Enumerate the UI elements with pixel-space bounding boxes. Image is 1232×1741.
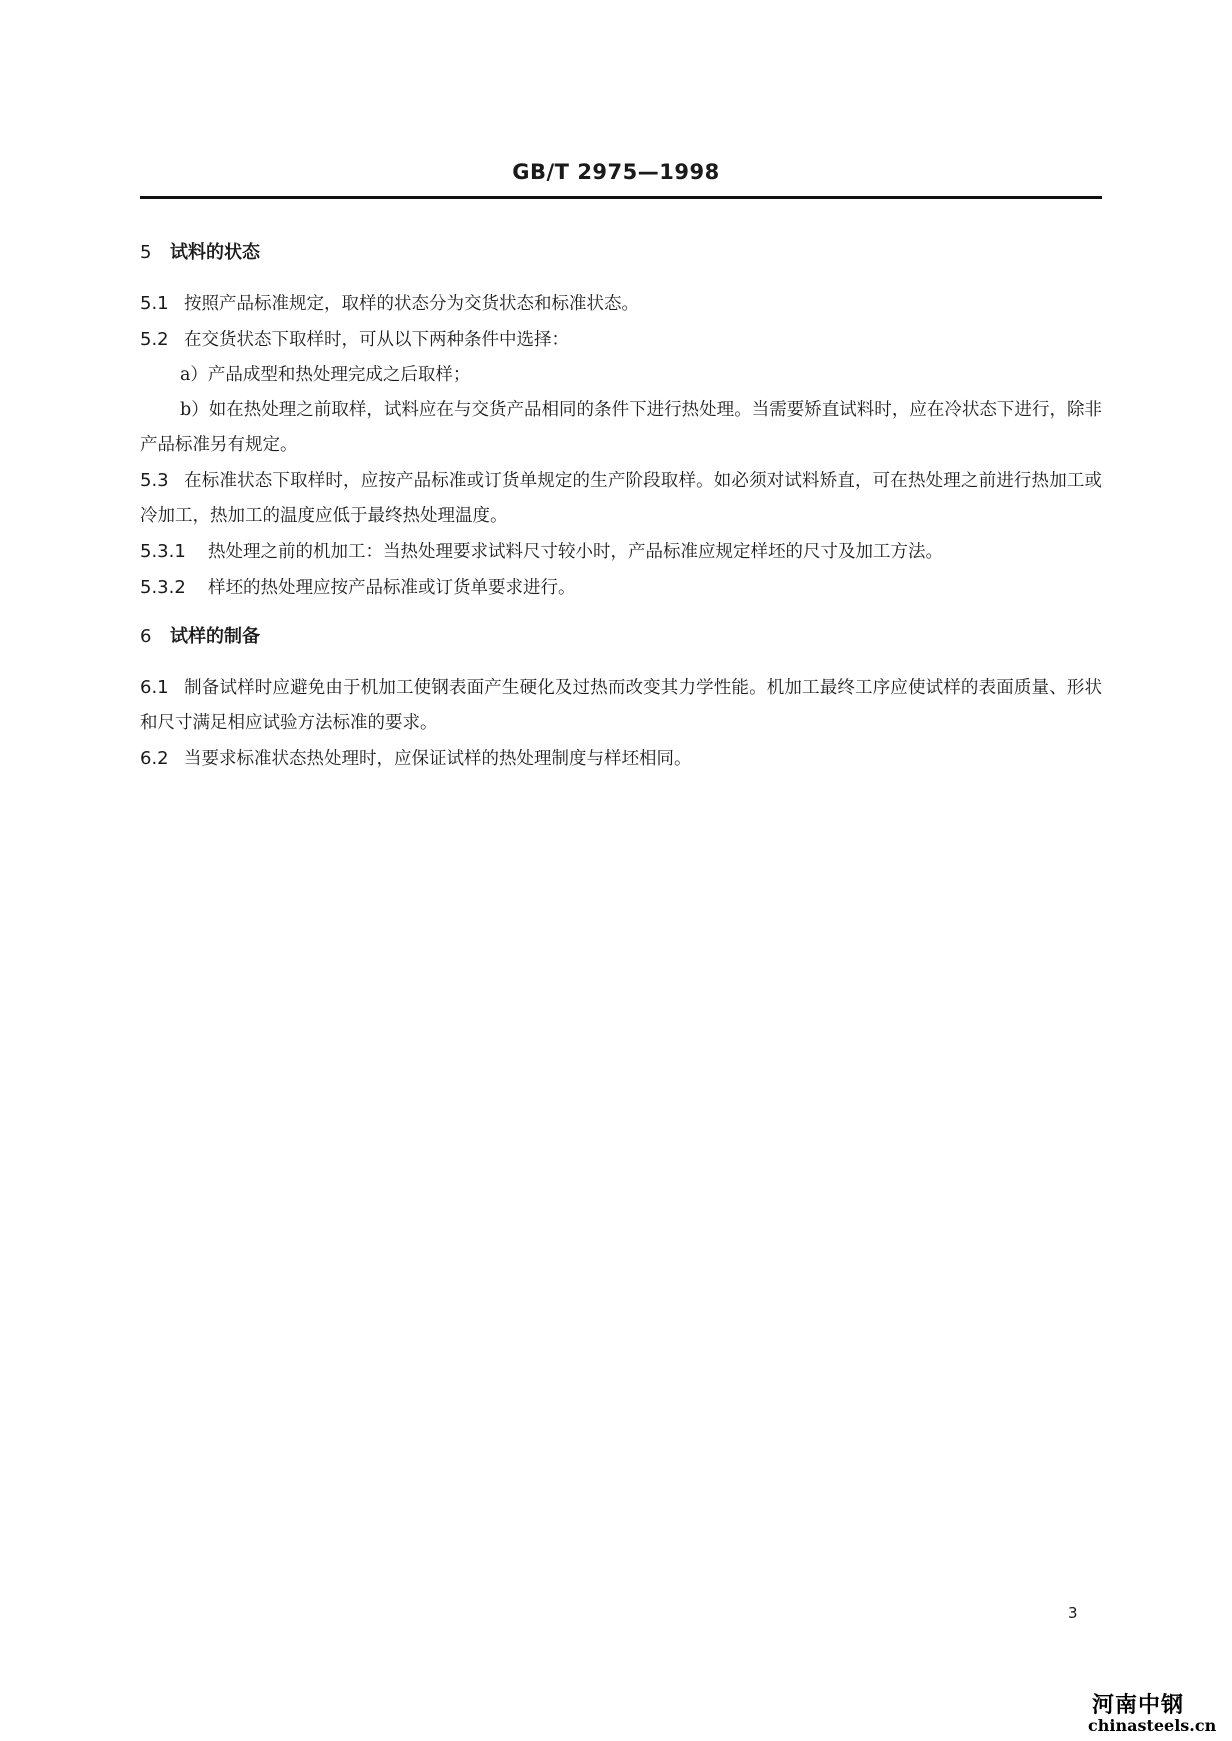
clause-6-1-number: 6.1	[140, 677, 169, 698]
section-5-heading	[140, 238, 1102, 268]
clause-6-1	[140, 670, 1102, 741]
section-6-heading	[140, 622, 1102, 652]
clause-6-2-text: 当要求标准状态热处理时，应保证试样的热处理制度与样坯相同。	[184, 749, 692, 769]
clause-5-2-text: 在交货状态下取样时，可从以下两种条件中选择：	[184, 330, 569, 350]
watermark-logo	[1088, 1688, 1232, 1741]
section-5-number: 5	[140, 242, 152, 263]
clause-5-1	[140, 286, 1102, 322]
section-6-title: 试样的制备	[170, 626, 260, 647]
clause-5-1-number: 5.1	[140, 293, 169, 314]
clause-5-3-2	[140, 570, 1102, 606]
standard-code-header: GB/T 2975—1998	[512, 160, 720, 184]
clause-6-2	[140, 741, 1102, 777]
watermark-text-en: chinasteels.cn	[1088, 1716, 1217, 1735]
header-rule	[140, 196, 1102, 199]
clause-5-2-item-b: b）如在热处理之前取样，试料应在与交货产品相同的条件下进行热处理。当需要矫直试料时，应在冷状态下进行，除非产品标准另有规定。	[140, 400, 1102, 455]
clause-5-2-number: 5.2	[140, 329, 169, 350]
clause-5-2	[140, 322, 1102, 358]
watermark-text-cn: 河南中钢	[1092, 1693, 1185, 1718]
clause-5-3-1	[140, 534, 1102, 570]
document-body	[140, 238, 1102, 777]
clause-5-3-1-text: 热处理之前的机加工：当热处理要求试料尺寸较小时，产品标准应规定样坯的尺寸及加工方法。	[208, 542, 943, 562]
clause-5-3-number: 5.3	[140, 470, 169, 491]
clause-5-3-2-number: 5.3.2	[140, 577, 186, 598]
clause-5-3-text: 在标准状态下取样时，应按产品标准或订货单规定的生产阶段取样。如必须对试料矫直，可在热处理之前进行热加工或冷加工，热加工的温度应低于最终热处理温度。	[140, 471, 1102, 526]
clause-5-3	[140, 463, 1102, 534]
page-number: 3	[1068, 1604, 1078, 1622]
section-5-title: 试料的状态	[170, 242, 260, 263]
clause-5-3-1-number: 5.3.1	[140, 541, 186, 562]
section-6-number: 6	[140, 626, 152, 647]
clause-6-1-text: 制备试样时应避免由于机加工使钢表面产生硬化及过热而改变其力学性能。机加工最终工序应使试样的表面质量、形状和尺寸满足相应试验方法标准的要求。	[140, 678, 1102, 733]
clause-5-1-text: 按照产品标准规定，取样的状态分为交货状态和标准状态。	[184, 294, 639, 314]
clause-5-3-2-text: 样坯的热处理应按产品标准或订货单要求进行。	[208, 578, 576, 598]
clause-6-2-number: 6.2	[140, 748, 169, 769]
clause-5-2-item-a: a）产品成型和热处理完成之后取样；	[180, 365, 471, 385]
